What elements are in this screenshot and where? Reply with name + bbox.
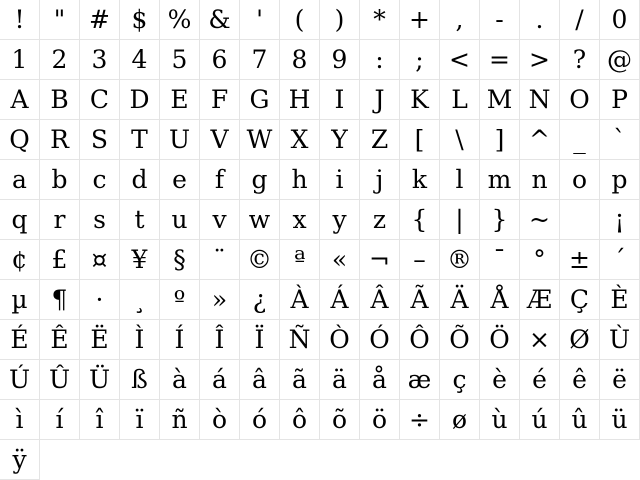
glyph-cell[interactable]: ä	[320, 360, 360, 400]
glyph-cell[interactable]: {	[400, 200, 440, 240]
glyph-cell[interactable]: »	[200, 280, 240, 320]
glyph-cell[interactable]: F	[200, 80, 240, 120]
glyph-cell[interactable]: "	[40, 0, 80, 40]
glyph-cell[interactable]: R	[40, 120, 80, 160]
glyph-cell[interactable]: i	[320, 160, 360, 200]
glyph-cell[interactable]: }	[480, 200, 520, 240]
glyph-cell[interactable]: k	[400, 160, 440, 200]
glyph-cell[interactable]: T	[120, 120, 160, 160]
glyph-cell[interactable]: !	[0, 0, 40, 40]
glyph-cell[interactable]: ?	[560, 40, 600, 80]
glyph-cell[interactable]: Ô	[400, 320, 440, 360]
glyph-cell[interactable]: °	[520, 240, 560, 280]
glyph-cell[interactable]: P	[600, 80, 640, 120]
glyph-cell[interactable]: ¯	[480, 240, 520, 280]
glyph-cell[interactable]: s	[80, 200, 120, 240]
glyph-cell[interactable]: -	[480, 0, 520, 40]
glyph-cell[interactable]: /	[560, 0, 600, 40]
glyph-cell[interactable]: ú	[520, 400, 560, 440]
glyph-cell[interactable]: w	[240, 200, 280, 240]
glyph-cell[interactable]: t	[120, 200, 160, 240]
glyph-cell[interactable]: á	[200, 360, 240, 400]
glyph-cell[interactable]: 5	[160, 40, 200, 80]
glyph-cell[interactable]: î	[80, 400, 120, 440]
glyph-cell[interactable]: ^	[520, 120, 560, 160]
glyph-cell[interactable]: g	[240, 160, 280, 200]
glyph-cell[interactable]: à	[160, 360, 200, 400]
glyph-cell[interactable]: Ö	[480, 320, 520, 360]
glyph-cell[interactable]: G	[240, 80, 280, 120]
glyph-cell[interactable]: Å	[480, 280, 520, 320]
glyph-cell[interactable]: W	[240, 120, 280, 160]
glyph-cell[interactable]: 2	[40, 40, 80, 80]
glyph-cell[interactable]: 7	[240, 40, 280, 80]
glyph-cell[interactable]: X	[280, 120, 320, 160]
glyph-cell[interactable]: Õ	[440, 320, 480, 360]
glyph-cell[interactable]: ò	[200, 400, 240, 440]
glyph-cell[interactable]: )	[320, 0, 360, 40]
glyph-cell[interactable]: ¿	[240, 280, 280, 320]
glyph-cell[interactable]: ÷	[400, 400, 440, 440]
glyph-cell[interactable]: Æ	[520, 280, 560, 320]
glyph-cell[interactable]: >	[520, 40, 560, 80]
glyph-cell[interactable]: Ì	[120, 320, 160, 360]
glyph-cell[interactable]: &	[200, 0, 240, 40]
glyph-cell[interactable]: :	[360, 40, 400, 80]
glyph-cell[interactable]: è	[480, 360, 520, 400]
glyph-cell[interactable]: ,	[440, 0, 480, 40]
glyph-cell[interactable]: U	[160, 120, 200, 160]
glyph-cell[interactable]: O	[560, 80, 600, 120]
glyph-cell[interactable]: Ó	[360, 320, 400, 360]
glyph-cell[interactable]: c	[80, 160, 120, 200]
glyph-cell[interactable]: e	[160, 160, 200, 200]
glyph-cell[interactable]: d	[120, 160, 160, 200]
glyph-cell[interactable]: f	[200, 160, 240, 200]
glyph-cell[interactable]: æ	[400, 360, 440, 400]
glyph-cell[interactable]: ®	[440, 240, 480, 280]
glyph-cell[interactable]: ]	[480, 120, 520, 160]
glyph-cell[interactable]: j	[360, 160, 400, 200]
glyph-cell[interactable]: ¬	[360, 240, 400, 280]
glyph-cell[interactable]: u	[160, 200, 200, 240]
glyph-cell[interactable]: ¢	[0, 240, 40, 280]
glyph-cell[interactable]: [	[400, 120, 440, 160]
glyph-cell[interactable]: ¡	[600, 200, 640, 240]
glyph-cell[interactable]: í	[40, 400, 80, 440]
glyph-cell[interactable]: £	[40, 240, 80, 280]
glyph-cell[interactable]: §	[160, 240, 200, 280]
glyph-cell[interactable]: Ç	[560, 280, 600, 320]
glyph-cell[interactable]: –	[400, 240, 440, 280]
glyph-cell[interactable]: «	[320, 240, 360, 280]
glyph-cell[interactable]: º	[160, 280, 200, 320]
glyph-cell[interactable]: ~	[520, 200, 560, 240]
glyph-cell[interactable]: q	[0, 200, 40, 240]
glyph-cell[interactable]: ¨	[200, 240, 240, 280]
glyph-cell[interactable]: é	[520, 360, 560, 400]
glyph-cell[interactable]: ÿ	[0, 440, 40, 480]
glyph-cell[interactable]: 9	[320, 40, 360, 80]
glyph-cell[interactable]: ô	[280, 400, 320, 440]
glyph-cell[interactable]: 0	[600, 0, 640, 40]
glyph-cell[interactable]: Ñ	[280, 320, 320, 360]
glyph-cell[interactable]: â	[240, 360, 280, 400]
glyph-cell[interactable]: o	[560, 160, 600, 200]
glyph-cell[interactable]: ç	[440, 360, 480, 400]
glyph-cell[interactable]: 6	[200, 40, 240, 80]
glyph-cell[interactable]: h	[280, 160, 320, 200]
glyph-cell[interactable]: À	[280, 280, 320, 320]
glyph-cell[interactable]: I	[320, 80, 360, 120]
glyph-cell[interactable]: B	[40, 80, 80, 120]
glyph-cell[interactable]: _	[560, 120, 600, 160]
glyph-cell[interactable]: S	[80, 120, 120, 160]
glyph-cell[interactable]: Ú	[0, 360, 40, 400]
glyph-cell[interactable]: E	[160, 80, 200, 120]
glyph-cell[interactable]: Ò	[320, 320, 360, 360]
glyph-cell[interactable]: *	[360, 0, 400, 40]
glyph-cell[interactable]: ¶	[40, 280, 80, 320]
glyph-cell[interactable]: $	[120, 0, 160, 40]
glyph-cell[interactable]: n	[520, 160, 560, 200]
glyph-cell[interactable]: |	[440, 200, 480, 240]
glyph-cell[interactable]: H	[280, 80, 320, 120]
glyph-cell[interactable]: ß	[120, 360, 160, 400]
glyph-cell[interactable]: ª	[280, 240, 320, 280]
glyph-cell[interactable]: É	[0, 320, 40, 360]
glyph-cell[interactable]: #	[80, 0, 120, 40]
glyph-cell[interactable]: ¸	[120, 280, 160, 320]
glyph-cell[interactable]: Ø	[560, 320, 600, 360]
glyph-cell[interactable]: 1	[0, 40, 40, 80]
glyph-cell[interactable]: µ	[0, 280, 40, 320]
glyph-cell[interactable]: 4	[120, 40, 160, 80]
glyph-cell[interactable]: ñ	[160, 400, 200, 440]
glyph-cell[interactable]: ©	[240, 240, 280, 280]
glyph-cell[interactable]: Y	[320, 120, 360, 160]
glyph-cell[interactable]: ¤	[80, 240, 120, 280]
glyph-cell[interactable]: \	[440, 120, 480, 160]
glyph-cell[interactable]: ê	[560, 360, 600, 400]
glyph-cell[interactable]: L	[440, 80, 480, 120]
glyph-cell[interactable]: ·	[80, 280, 120, 320]
glyph-cell[interactable]: b	[40, 160, 80, 200]
glyph-cell[interactable]: ã	[280, 360, 320, 400]
glyph-cell[interactable]: Ä	[440, 280, 480, 320]
glyph-cell[interactable]: Î	[200, 320, 240, 360]
glyph-cell[interactable]: J	[360, 80, 400, 120]
glyph-cell[interactable]: @	[600, 40, 640, 80]
glyph-cell[interactable]: å	[360, 360, 400, 400]
glyph-cell[interactable]: û	[560, 400, 600, 440]
glyph-cell[interactable]: ù	[480, 400, 520, 440]
glyph-cell[interactable]: v	[200, 200, 240, 240]
glyph-cell[interactable]: ¥	[120, 240, 160, 280]
glyph-cell[interactable]: ó	[240, 400, 280, 440]
glyph-cell[interactable]: ;	[400, 40, 440, 80]
glyph-cell[interactable]: Ã	[400, 280, 440, 320]
glyph-cell[interactable]: C	[80, 80, 120, 120]
glyph-cell[interactable]: ü	[600, 400, 640, 440]
glyph-cell[interactable]: Ê	[40, 320, 80, 360]
glyph-cell[interactable]: N	[520, 80, 560, 120]
glyph-cell[interactable]: K	[400, 80, 440, 120]
glyph-cell[interactable]: l	[440, 160, 480, 200]
glyph-cell[interactable]: Ï	[240, 320, 280, 360]
glyph-cell[interactable]: 8	[280, 40, 320, 80]
glyph-cell[interactable]: ×	[520, 320, 560, 360]
glyph-cell[interactable]: Í	[160, 320, 200, 360]
glyph-cell[interactable]: (	[280, 0, 320, 40]
glyph-cell[interactable]: V	[200, 120, 240, 160]
glyph-cell[interactable]: ë	[600, 360, 640, 400]
glyph-cell[interactable]: <	[440, 40, 480, 80]
glyph-cell[interactable]: ´	[600, 240, 640, 280]
glyph-cell[interactable]: A	[0, 80, 40, 120]
glyph-cell[interactable]: ø	[440, 400, 480, 440]
glyph-cell[interactable]: M	[480, 80, 520, 120]
glyph-cell[interactable]: Ü	[80, 360, 120, 400]
glyph-cell[interactable]: z	[360, 200, 400, 240]
glyph-cell[interactable]: D	[120, 80, 160, 120]
glyph-cell[interactable]: ï	[120, 400, 160, 440]
glyph-cell[interactable]: r	[40, 200, 80, 240]
glyph-cell[interactable]: 3	[80, 40, 120, 80]
glyph-cell[interactable]: Û	[40, 360, 80, 400]
glyph-cell[interactable]: È	[600, 280, 640, 320]
glyph-cell[interactable]: õ	[320, 400, 360, 440]
glyph-cell[interactable]: y	[320, 200, 360, 240]
glyph-cell[interactable]: a	[0, 160, 40, 200]
glyph-cell[interactable]: Ë	[80, 320, 120, 360]
glyph-cell[interactable]: +	[400, 0, 440, 40]
glyph-cell[interactable]: Q	[0, 120, 40, 160]
glyph-cell[interactable]: ö	[360, 400, 400, 440]
glyph-cell[interactable]: %	[160, 0, 200, 40]
glyph-cell[interactable]: Â	[360, 280, 400, 320]
glyph-cell[interactable]: =	[480, 40, 520, 80]
glyph-cell[interactable]: p	[600, 160, 640, 200]
glyph-cell[interactable]: '	[240, 0, 280, 40]
glyph-cell[interactable]: ±	[560, 240, 600, 280]
glyph-cell[interactable]	[560, 200, 600, 240]
glyph-cell[interactable]: ì	[0, 400, 40, 440]
glyph-cell[interactable]: x	[280, 200, 320, 240]
glyph-cell[interactable]: Ù	[600, 320, 640, 360]
glyph-cell[interactable]: .	[520, 0, 560, 40]
glyph-cell[interactable]: m	[480, 160, 520, 200]
glyph-cell[interactable]: Á	[320, 280, 360, 320]
glyph-cell[interactable]: `	[600, 120, 640, 160]
glyph-cell[interactable]: Z	[360, 120, 400, 160]
